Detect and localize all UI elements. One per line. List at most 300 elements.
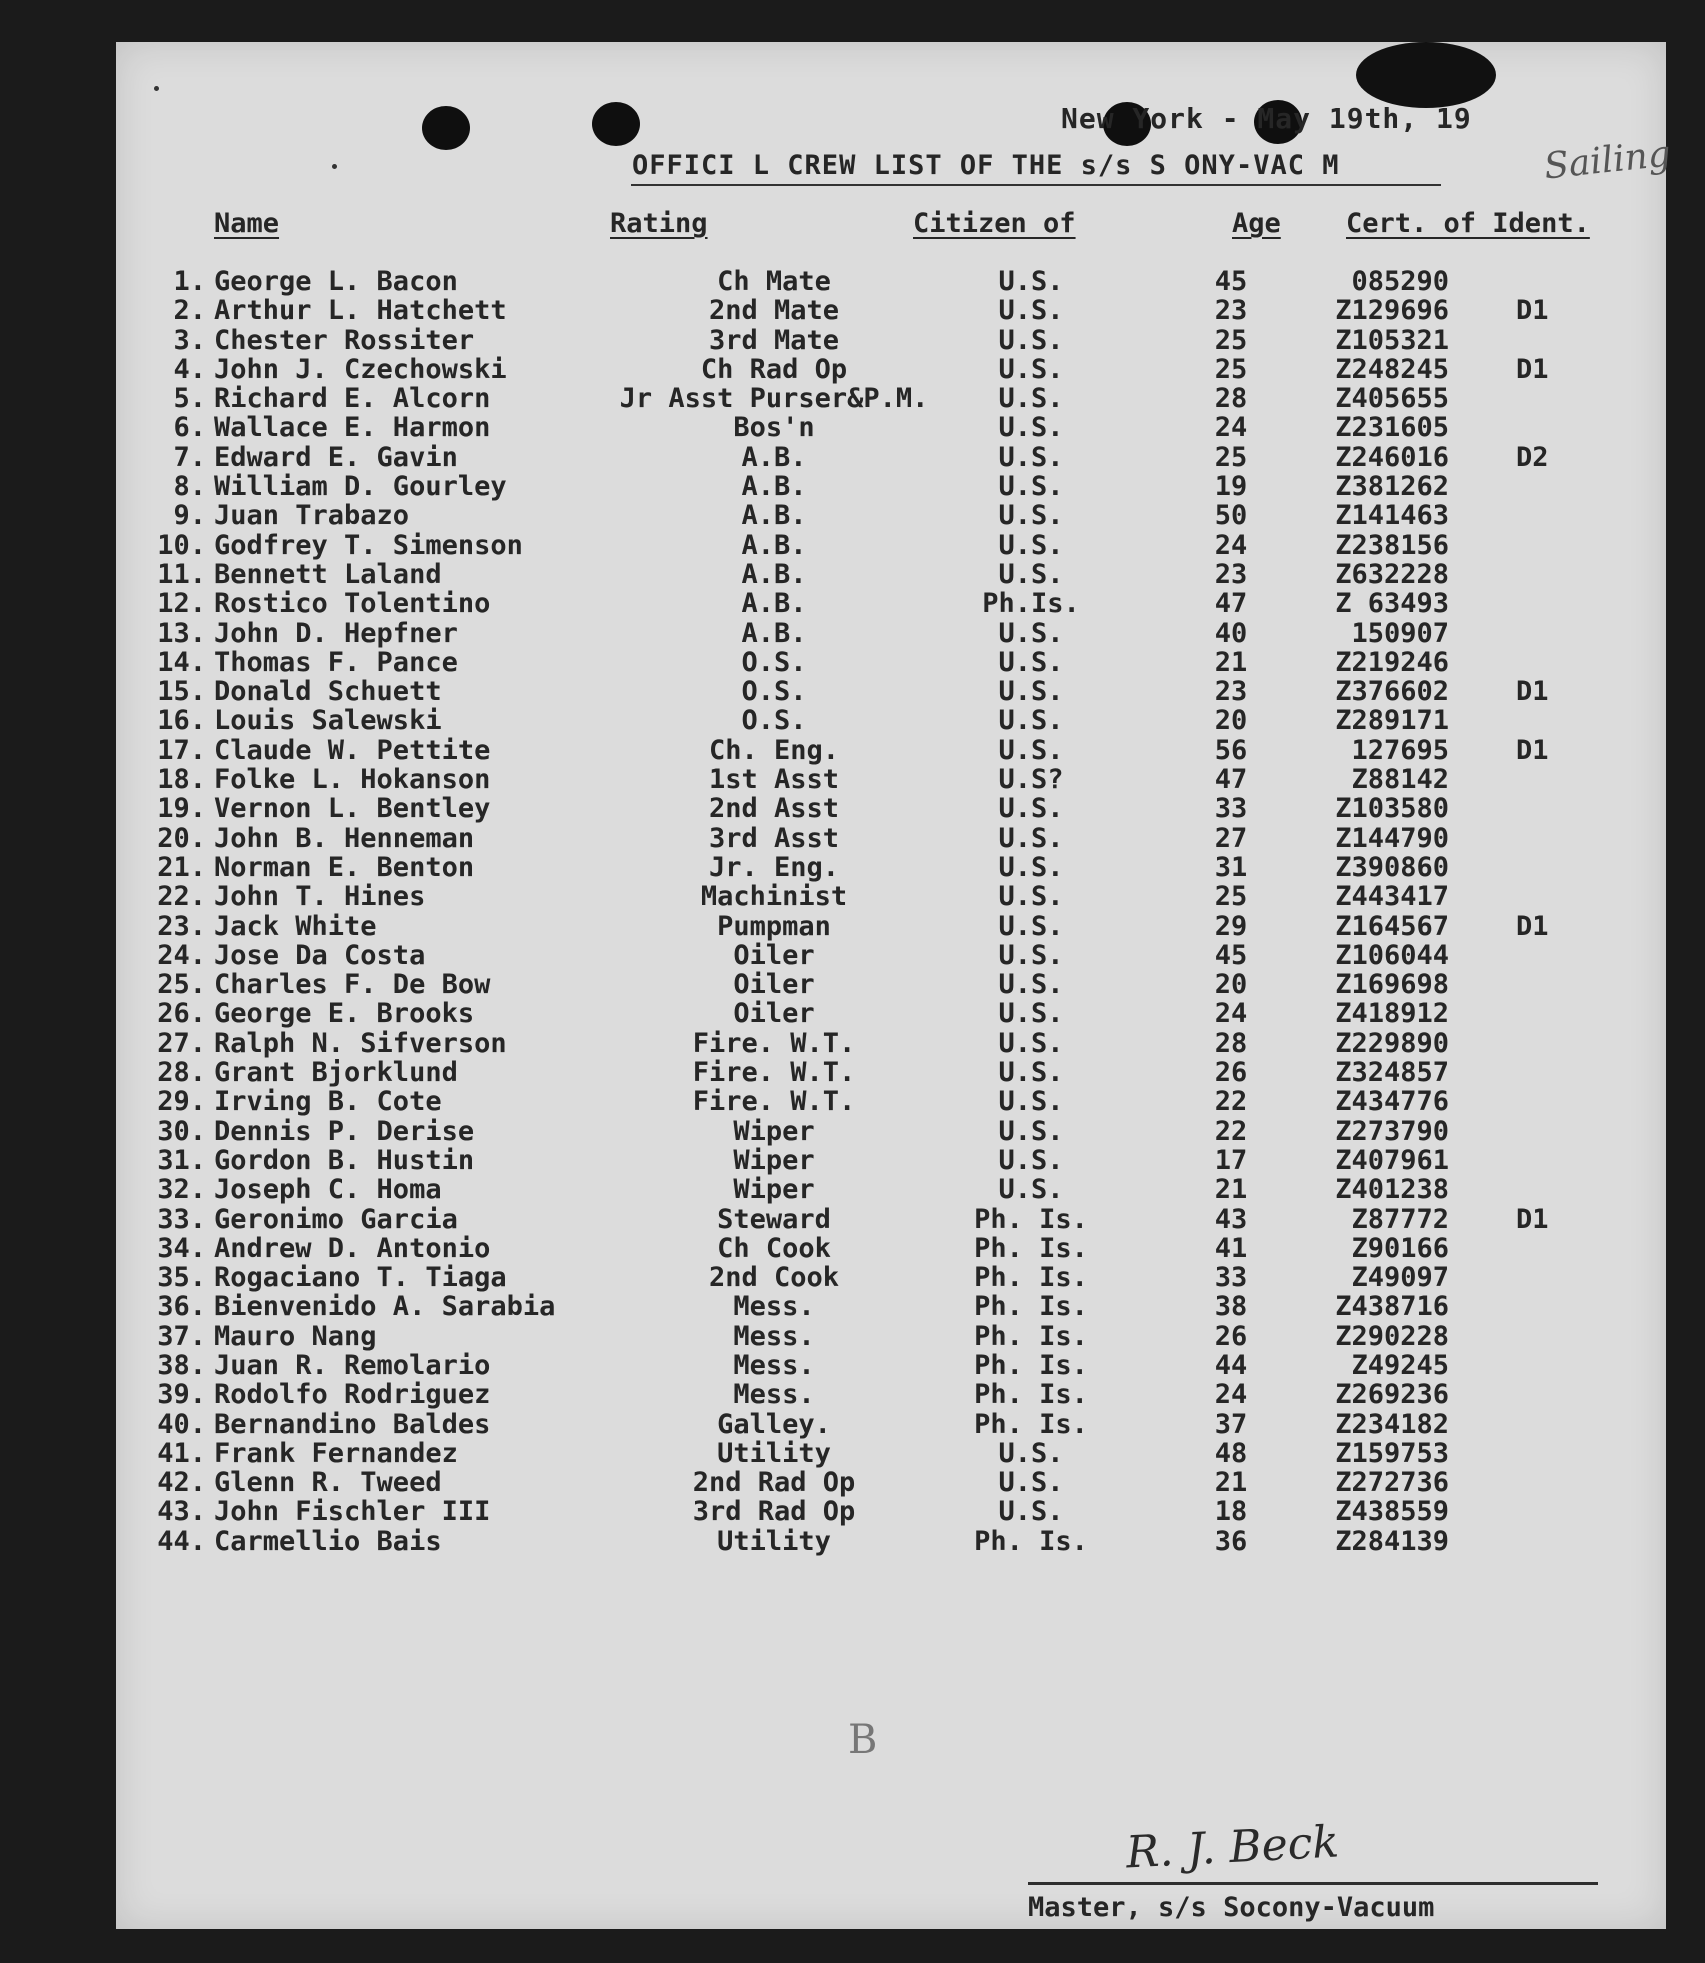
crew-citizen: U.S. [998,851,1064,883]
crew-name: Norman E. Benton [214,851,475,883]
crew-rating: O.S. [741,646,807,678]
crew-citizen: U.S. [998,1144,1064,1176]
crew-cert: Z238156 [1335,529,1449,561]
crew-discharge: D1 [1516,676,1549,708]
crew-cert: Z169698 [1335,969,1449,1001]
crew-age: 20 [1214,969,1248,1001]
crew-cert: 150907 [1351,617,1449,649]
crew-cert: Z106044 [1335,939,1449,971]
crew-citizen: Ph. Is. [974,1525,1088,1557]
crew-row [116,793,1666,825]
crew-row [116,530,1666,559]
crew-row [116,764,1666,796]
crew-age: 25 [1214,441,1248,473]
crew-number: 14. [157,646,206,678]
crew-name: Gordon B. Hustin [214,1144,475,1176]
crew-age: 23 [1214,295,1248,327]
crew-cert: Z290228 [1335,1320,1449,1352]
crew-rating: A.B. [741,500,807,532]
crew-row [116,1116,1666,1145]
crew-cert: Z273790 [1335,1115,1449,1147]
crew-rating: Wiper [733,1115,815,1147]
crew-row [116,1233,1666,1262]
crew-name: Juan Trabazo [214,500,410,532]
marginal-note: B [848,1717,878,1763]
crew-name: Charles F. De Bow [214,969,491,1001]
crew-name: Rodolfo Rodriguez [214,1379,491,1411]
crew-citizen: Ph. Is. [974,1320,1088,1352]
crew-row [116,1321,1666,1350]
crew-age: 37 [1214,1408,1248,1440]
crew-number: 12. [157,588,206,620]
crew-name: Vernon L. Bentley [214,793,491,825]
crew-name: Chester Rossiter [214,324,475,356]
crew-rating: Jr Asst Purser&P.M. [619,383,929,415]
crew-citizen: U.S. [998,881,1064,913]
crew-number: 30. [157,1115,206,1147]
crew-rating: 3rd Rad Op [692,1496,856,1528]
crew-number: 13. [157,617,206,649]
crew-rating: 3rd Asst [708,822,840,854]
crew-number: 44. [157,1525,206,1557]
crew-cert: Z234182 [1335,1408,1449,1440]
crew-name: Thomas F. Pance [214,646,458,678]
crew-name: Andrew D. Antonio [214,1232,491,1264]
crew-number: 21. [157,851,206,883]
crew-citizen: U.S. [998,1496,1064,1528]
crew-number: 18. [157,764,206,796]
crew-name: Claude W. Pettite [214,734,491,766]
crew-name: John T. Hines [214,881,426,913]
crew-citizen: U.S. [998,910,1064,942]
crew-age: 26 [1214,1057,1248,1089]
crew-cert: Z87772 [1351,1203,1449,1235]
crew-citizen: U.S. [998,1174,1064,1206]
crew-rating: 2nd Asst [708,793,840,825]
crew-rating: O.S. [741,705,807,737]
crew-name: Juan R. Remolario [214,1349,491,1381]
crew-name: Bernandino Baldes [214,1408,491,1440]
crew-rating: Pumpman [717,910,831,942]
crew-number: 7. [173,441,206,473]
crew-number: 5. [173,383,206,415]
crew-name: Richard E. Alcorn [214,383,491,415]
crew-name: Dennis P. Derise [214,1115,475,1147]
crew-number: 16. [157,705,206,737]
crew-number: 11. [157,558,206,590]
column-header-age: Age [1232,208,1281,239]
crew-number: 39. [157,1379,206,1411]
crew-number: 8. [173,471,206,503]
crew-row [116,1145,1666,1174]
crew-citizen: U.S. [998,295,1064,327]
crew-age: 33 [1214,1262,1248,1294]
crew-name: John B. Henneman [214,822,475,854]
crew-age: 22 [1214,1086,1248,1118]
column-header-citizen: Citizen of [913,208,1076,239]
crew-age: 45 [1214,939,1248,971]
crew-discharge: D1 [1516,734,1549,766]
crew-age: 20 [1214,705,1248,737]
crew-cert: Z229890 [1335,1027,1449,1059]
crew-age: 40 [1214,617,1248,649]
crew-rating: 2nd Rad Op [692,1467,856,1499]
crew-age: 45 [1214,266,1248,297]
crew-rating: Ch Mate [717,266,831,297]
paper-speck [154,86,159,91]
crew-row [116,823,1666,852]
crew-rating: Ch Cook [717,1232,831,1264]
crew-name: Folke L. Hokanson [214,764,491,796]
crew-cert: Z632228 [1335,558,1449,590]
crew-rating: Fire. W.T. [692,1027,856,1059]
crew-citizen: Ph. Is. [974,1203,1088,1235]
crew-rating: A.B. [741,588,807,620]
crew-number: 15. [157,676,206,708]
crew-age: 22 [1214,1115,1248,1147]
crew-cert: Z381262 [1335,471,1449,503]
crew-name: John Fischler III [214,1496,491,1528]
crew-number: 31. [157,1144,206,1176]
crew-number: 32. [157,1174,206,1206]
crew-name: Edward E. Gavin [214,441,458,473]
crew-row [116,676,1666,708]
crew-row [116,1496,1666,1528]
crew-number: 41. [157,1437,206,1469]
crew-citizen: U.S. [998,1437,1064,1469]
crew-citizen: U.S. [998,793,1064,825]
crew-age: 23 [1214,558,1248,590]
place-date: New York - May 19th, 19 [1061,102,1472,135]
crew-row [116,1086,1666,1118]
crew-list [116,266,1666,1555]
crew-row [116,325,1666,354]
crew-cert: Z49245 [1351,1349,1449,1381]
crew-age: 27 [1214,822,1248,854]
crew-citizen: U.S. [998,617,1064,649]
crew-citizen: U.S. [998,1057,1064,1089]
handwritten-note: Sailing [1542,133,1673,188]
crew-cert: Z284139 [1335,1525,1449,1557]
crew-number: 36. [157,1291,206,1323]
crew-row [116,442,1666,471]
crew-age: 24 [1214,1379,1248,1411]
crew-cert: Z88142 [1351,764,1449,796]
crew-number: 26. [157,998,206,1030]
crew-rating: Mess. [733,1291,815,1323]
crew-age: 29 [1214,910,1248,942]
crew-row [116,1467,1666,1499]
crew-name: Irving B. Cote [214,1086,442,1118]
crew-cert: Z438716 [1335,1291,1449,1323]
crew-rating: Steward [717,1203,831,1235]
crew-row [116,354,1666,383]
crew-age: 18 [1214,1496,1248,1528]
crew-age: 33 [1214,793,1248,825]
crew-citizen: U.S. [998,734,1064,766]
crew-citizen: U.S. [998,969,1064,1001]
crew-number: 2. [173,295,206,327]
crew-number: 22. [157,881,206,913]
crew-rating: O.S. [741,676,807,708]
crew-number: 9. [173,500,206,532]
crew-name: Rogaciano T. Tiaga [214,1262,507,1294]
crew-row [116,1438,1666,1467]
crew-row [116,1350,1666,1379]
crew-row [116,412,1666,444]
crew-rating: Machinist [700,881,848,913]
crew-rating: A.B. [741,617,807,649]
crew-number: 6. [173,412,206,444]
crew-rating: Galley. [717,1408,831,1440]
crew-name: Mauro Nang [214,1320,377,1352]
crew-rating: Bos'n [733,412,815,444]
crew-cert: Z246016 [1335,441,1449,473]
crew-number: 33. [157,1203,206,1235]
crew-name: Geronimo Garcia [214,1203,458,1235]
crew-citizen: U.S. [998,383,1064,415]
crew-rating: A.B. [741,558,807,590]
crew-cert: Z144790 [1335,822,1449,854]
crew-number: 24. [157,939,206,971]
crew-citizen: Ph. Is. [974,1379,1088,1411]
crew-age: 21 [1214,1467,1248,1499]
crew-number: 34. [157,1232,206,1264]
crew-cert: Z141463 [1335,500,1449,532]
crew-row [116,1379,1666,1411]
crew-number: 19. [157,793,206,825]
crew-age: 31 [1214,851,1248,883]
crew-rating: Utility [717,1525,831,1557]
crew-row [116,588,1666,620]
crew-cert: Z219246 [1335,646,1449,678]
crew-row [116,1057,1666,1089]
crew-rating: Jr. Eng. [708,851,840,883]
crew-number: 27. [157,1027,206,1059]
crew-age: 24 [1214,412,1248,444]
crew-name: John J. Czechowski [214,353,507,385]
crew-citizen: Ph. Is. [974,1291,1088,1323]
crew-cert: Z407961 [1335,1144,1449,1176]
crew-number: 4. [173,353,206,385]
crew-rating: Mess. [733,1320,815,1352]
crew-row [116,471,1666,503]
crew-citizen: U.S. [998,412,1064,444]
crew-number: 20. [157,822,206,854]
crew-name: Joseph C. Homa [214,1174,442,1206]
crew-row [116,940,1666,969]
crew-citizen: U.S. [998,1086,1064,1118]
crew-rating: Ch. Eng. [708,734,840,766]
crew-number: 35. [157,1262,206,1294]
crew-cert: 085290 [1351,266,1449,297]
crew-number: 17. [157,734,206,766]
crew-row [116,295,1666,327]
crew-row [116,500,1666,532]
crew-number: 37. [157,1320,206,1352]
crew-cert: Z 63493 [1335,588,1449,620]
master-label: Master, s/s Socony-Vacuum [1028,1892,1435,1923]
crew-row [116,1028,1666,1057]
crew-cert: Z231605 [1335,412,1449,444]
crew-age: 36 [1214,1525,1248,1557]
crew-rating: Ch Rad Op [700,353,848,385]
crew-row [116,1204,1666,1233]
crew-discharge: D1 [1516,1203,1549,1235]
crew-citizen: U.S. [998,1027,1064,1059]
document-page [116,42,1673,1929]
crew-name: George L. Bacon [214,266,458,297]
crew-name: Grant Bjorklund [214,1057,458,1089]
crew-name: George E. Brooks [214,998,475,1030]
crew-row [116,998,1666,1030]
crew-cert: Z105321 [1335,324,1449,356]
crew-cert: Z405655 [1335,383,1449,415]
crew-age: 44 [1214,1349,1248,1381]
crew-row [116,647,1666,676]
crew-rating: A.B. [741,529,807,561]
crew-cert: Z49097 [1351,1262,1449,1294]
crew-citizen: U.S. [998,471,1064,503]
crew-citizen: U.S. [998,324,1064,356]
crew-age: 41 [1214,1232,1248,1264]
paper-speck [332,164,337,169]
crew-name: John D. Hepfner [214,617,458,649]
crew-row [116,383,1666,415]
crew-discharge: D2 [1516,441,1549,473]
crew-number: 23. [157,910,206,942]
crew-cert: Z434776 [1335,1086,1449,1118]
crew-citizen: Ph. Is. [974,1349,1088,1381]
crew-number: 25. [157,969,206,1001]
crew-name: Carmellio Bais [214,1525,442,1557]
crew-name: Donald Schuett [214,676,442,708]
crew-rating: Oiler [733,998,815,1030]
crew-rating: Oiler [733,939,815,971]
crew-cert: Z438559 [1335,1496,1449,1528]
crew-age: 47 [1214,588,1248,620]
crew-name: Arthur L. Hatchett [214,295,507,327]
crew-age: 28 [1214,383,1248,415]
crew-age: 21 [1214,1174,1248,1206]
crew-citizen: U.S? [998,764,1064,796]
crew-cert: Z289171 [1335,705,1449,737]
crew-cert: Z401238 [1335,1174,1449,1206]
column-header-name: Name [214,208,280,239]
crew-discharge: D1 [1516,295,1549,327]
crew-row [116,1262,1666,1294]
crew-number: 1. [173,266,206,297]
crew-cert: Z103580 [1335,793,1449,825]
crew-rating: A.B. [741,471,807,503]
signature: R. J. Beck [1124,1816,1341,1879]
crew-rating: Fire. W.T. [692,1057,856,1089]
crew-name: Glenn R. Tweed [214,1467,442,1499]
crew-name: Bienvenido A. Sarabia [214,1291,556,1323]
crew-name: Bennett Laland [214,558,442,590]
crew-citizen: Ph.Is. [982,588,1080,620]
column-header-rating: Rating [610,208,708,239]
crew-row [116,735,1666,764]
crew-citizen: U.S. [998,441,1064,473]
crew-citizen: Ph. Is. [974,1232,1088,1264]
crew-citizen: U.S. [998,822,1064,854]
crew-cert: 127695 [1351,734,1449,766]
crew-row [116,1526,1666,1555]
crew-cert: Z376602 [1335,676,1449,708]
punch-hole [422,106,470,150]
crew-row [116,1174,1666,1206]
crew-citizen: U.S. [998,998,1064,1030]
crew-number: 3. [173,324,206,356]
crew-name: Ralph N. Sifverson [214,1027,507,1059]
crew-number: 38. [157,1349,206,1381]
crew-age: 24 [1214,529,1248,561]
crew-citizen: U.S. [998,705,1064,737]
crew-name: Jack White [214,910,377,942]
crew-row [116,881,1666,913]
crew-age: 23 [1214,676,1248,708]
crew-citizen: U.S. [998,266,1064,297]
crew-cert: Z159753 [1335,1437,1449,1469]
crew-row [116,618,1666,647]
crew-number: 42. [157,1467,206,1499]
crew-cert: Z443417 [1335,881,1449,913]
crew-citizen: U.S. [998,1467,1064,1499]
crew-cert: Z269236 [1335,1379,1449,1411]
crew-cert: Z324857 [1335,1057,1449,1089]
crew-age: 38 [1214,1291,1248,1323]
crew-rating: 1st Asst [708,764,840,796]
crew-cert: Z390860 [1335,851,1449,883]
crew-rating: Mess. [733,1349,815,1381]
crew-citizen: U.S. [998,676,1064,708]
crew-row [116,1291,1666,1323]
crew-age: 56 [1214,734,1248,766]
crew-name: Frank Fernandez [214,1437,458,1469]
crew-row [116,1409,1666,1438]
crew-rating: 2nd Mate [708,295,840,327]
crew-number: 40. [157,1408,206,1440]
crew-row [116,852,1666,881]
crew-citizen: U.S. [998,353,1064,385]
crew-number: 28. [157,1057,206,1089]
crew-age: 17 [1214,1144,1248,1176]
crew-age: 19 [1214,471,1248,503]
crew-name: Godfrey T. Simenson [214,529,523,561]
crew-cert: Z248245 [1335,353,1449,385]
crew-age: 25 [1214,353,1248,385]
crew-name: Wallace E. Harmon [214,412,491,444]
crew-number: 43. [157,1496,206,1528]
crew-discharge: D1 [1516,910,1549,942]
crew-row [116,559,1666,588]
crew-cert: Z164567 [1335,910,1449,942]
crew-name: Rostico Tolentino [214,588,491,620]
crew-rating: Utility [717,1437,831,1469]
crew-cert: Z272736 [1335,1467,1449,1499]
crew-name: Jose Da Costa [214,939,426,971]
crew-cert: Z90166 [1351,1232,1449,1264]
crew-age: 25 [1214,324,1248,356]
crew-number: 29. [157,1086,206,1118]
crew-rating: A.B. [741,441,807,473]
crew-age: 21 [1214,646,1248,678]
crew-age: 43 [1214,1203,1248,1235]
crew-name: Louis Salewski [214,705,442,737]
crew-rating: 2nd Cook [708,1262,840,1294]
crew-rating: Wiper [733,1144,815,1176]
